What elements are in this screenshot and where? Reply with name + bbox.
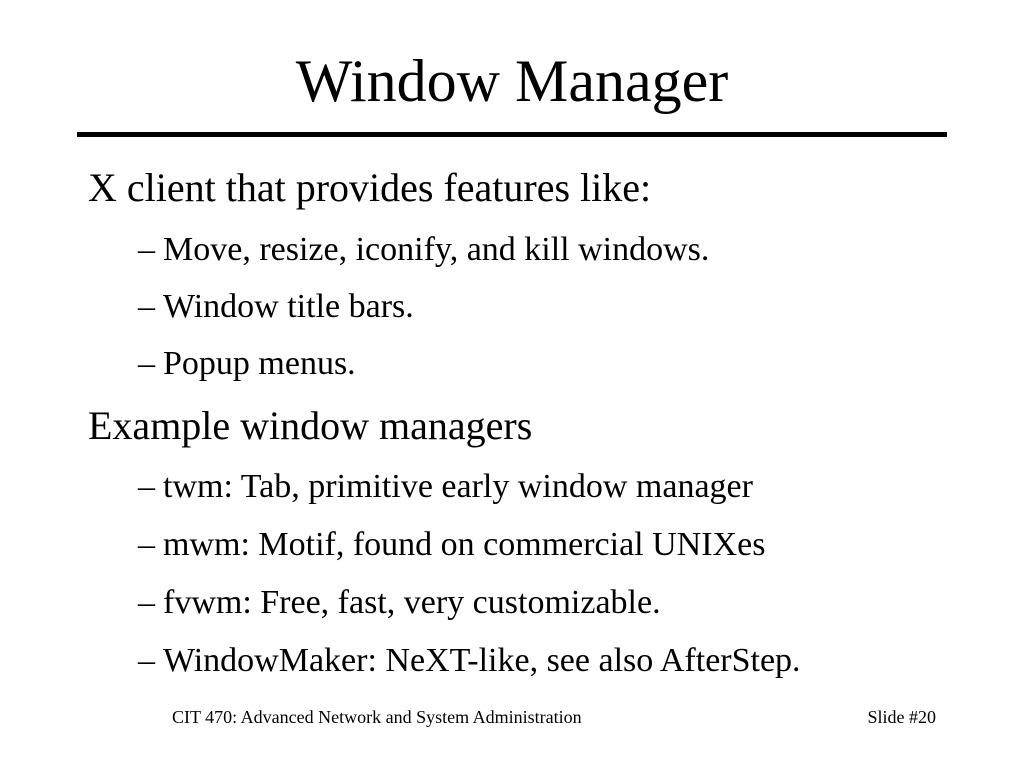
dash-marker: – bbox=[138, 584, 155, 621]
sub-bullet-item bbox=[138, 344, 356, 384]
dash-marker: – bbox=[138, 526, 155, 563]
sub-bullet-text: twm: Tab, primitive early window manager bbox=[163, 468, 753, 505]
footer-slide-number: Slide #20 bbox=[867, 707, 936, 727]
sub-bullet-item bbox=[138, 230, 709, 270]
sub-bullet-text: Window title bars. bbox=[163, 288, 414, 325]
sub-bullet-text: fvwm: Free, fast, very customizable. bbox=[163, 584, 661, 621]
sub-bullet-text: Popup menus. bbox=[163, 345, 356, 382]
dash-marker: – bbox=[138, 468, 155, 505]
sub-bullet-text: Move, resize, iconify, and kill windows. bbox=[163, 231, 710, 268]
sub-bullet-item bbox=[138, 467, 753, 507]
slide-title: Window Manager bbox=[295, 48, 729, 114]
sub-bullet-item bbox=[138, 525, 765, 565]
sub-bullet-text: WindowMaker: NeXT-like, see also AfterStep. bbox=[163, 642, 801, 679]
dash-marker: – bbox=[138, 231, 155, 268]
footer-course: CIT 470: Advanced Network and System Administration bbox=[172, 707, 582, 727]
dash-marker: – bbox=[138, 345, 155, 382]
dash-marker: – bbox=[138, 288, 155, 325]
sub-bullet-item bbox=[138, 287, 414, 327]
bullet-item: X client that provides features like: bbox=[88, 165, 652, 210]
sub-bullet-item bbox=[138, 641, 801, 681]
bullet-item: Example window managers bbox=[88, 403, 533, 448]
title-divider bbox=[77, 132, 947, 137]
sub-bullet-text: mwm: Motif, found on commercial UNIXes bbox=[163, 526, 766, 563]
dash-marker: – bbox=[138, 642, 155, 679]
sub-bullet-item bbox=[138, 583, 661, 623]
